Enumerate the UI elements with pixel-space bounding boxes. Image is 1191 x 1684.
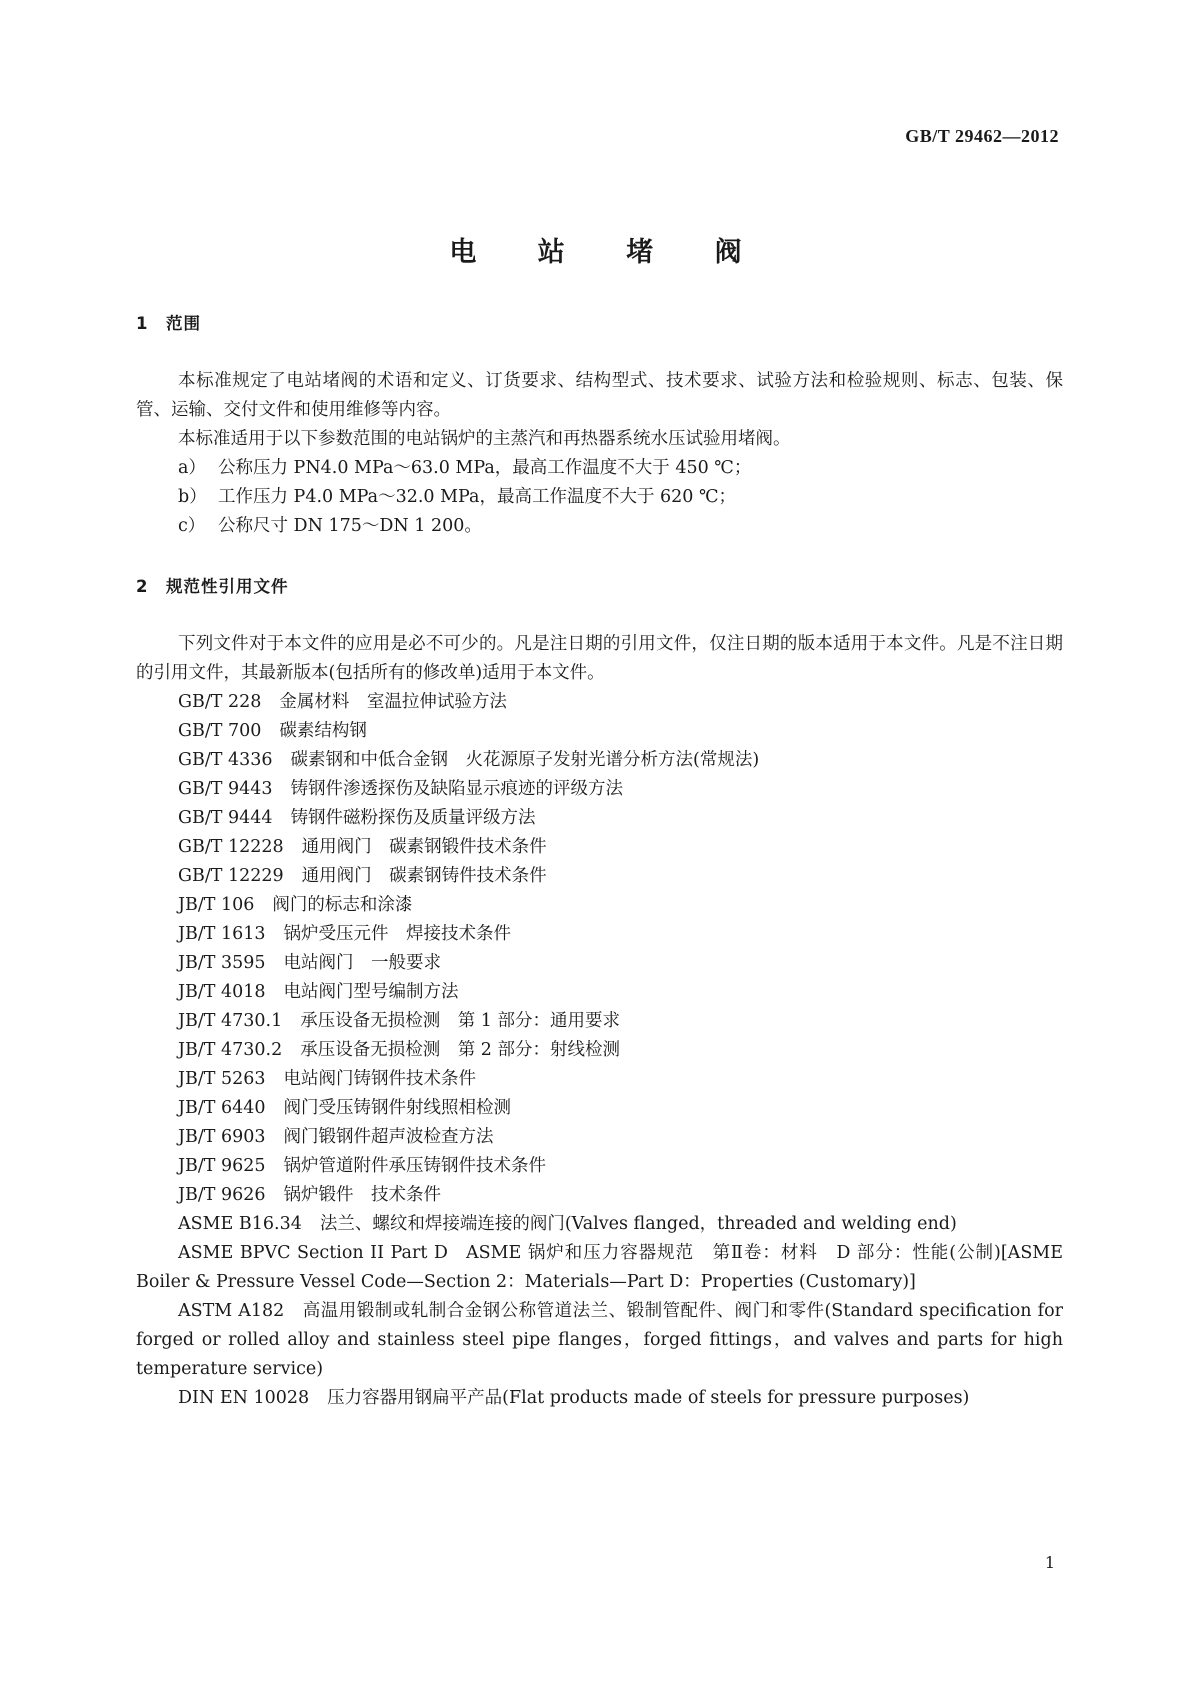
reference-item [136,1297,1063,1384]
reference-code: JB/T 6903 [178,1127,266,1147]
reference-code: GB/T 12228 [178,837,284,857]
reference-item [136,1036,1063,1065]
section-number: 1 [136,314,149,333]
reference-item [136,1123,1063,1152]
reference-item [136,862,1063,891]
reference-code: GB/T 9443 [178,779,273,799]
reference-code: JB/T 1613 [178,924,266,944]
reference-item [136,949,1063,978]
reference-title: 电站阀门铸钢件技术条件 [283,1069,477,1089]
reference-title: 铸钢件磁粉探伤及质量评级方法 [290,808,536,828]
reference-title: 锅炉管道附件承压铸钢件技术条件 [283,1156,547,1176]
reference-code: ASME B16.34 [178,1214,302,1234]
reference-code: GB/T 4336 [178,750,273,770]
reference-title: 铸钢件渗透探伤及缺陷显示痕迹的评级方法 [290,779,624,799]
list-text: 公称尺寸 DN 175～DN 1 200。 [218,516,482,536]
page-number: 1 [1044,1553,1055,1572]
reference-code: JB/T 3595 [178,953,266,973]
reference-list [136,688,1063,1239]
reference-code: GB/T 700 [178,721,262,741]
standard-code: GB/T 29462—2012 [905,126,1059,146]
section-2-body [136,630,1063,1413]
reference-item [136,1239,1063,1297]
reference-code: DIN EN 10028 [178,1388,310,1408]
reference-code: JB/T 5263 [178,1069,266,1089]
reference-title: 碳素结构钢 [279,721,367,741]
paragraph: 本标准规定了电站堵阀的术语和定义、订货要求、结构型式、技术要求、试验方法和检验规则、标志、包装、保管、运输、交付文件和使用维修等内容。 [136,371,1063,420]
reference-item [136,1065,1063,1094]
section-title: 范围 [166,314,201,333]
reference-code: JB/T 4730.2 [178,1040,283,1060]
reference-title: 通用阀门 碳素钢锻件技术条件 [301,837,547,857]
reference-title: 承压设备无损检测 第 2 部分：射线检测 [300,1040,621,1060]
list-label: b） [178,487,207,507]
reference-item [136,1152,1063,1181]
list-item [136,483,1063,512]
reference-title: ASME 锅炉和压力容器规范 第Ⅱ卷：材料 D 部分：性能(公制)[ASME Boiler & Pressure Vessel Code—Section 2：Materials—Part D：Properties (Customary)] [136,1243,1064,1292]
reference-item [136,978,1063,1007]
reference-item [136,891,1063,920]
reference-title: 压力容器用钢扁平产品(Flat products made of steels for pressure purposes) [327,1388,970,1408]
reference-item [136,1210,1063,1239]
reference-title: 承压设备无损检测 第 1 部分：通用要求 [300,1011,621,1031]
section-2 [136,572,1063,601]
reference-title: 锅炉锻件 技术条件 [283,1185,442,1205]
reference-code: ASTM A182 [178,1301,285,1321]
list-item [136,512,1063,541]
reference-code: JB/T 106 [178,895,255,915]
reference-title: 阀门受压铸钢件射线照相检测 [283,1098,512,1118]
reference-code: JB/T 4730.1 [178,1011,283,1031]
reference-title: 电站阀门 一般要求 [283,953,442,973]
reference-title: 碳素钢和中低合金钢 火花源原子发射光谱分析方法(常规法) [290,750,760,770]
reference-item [136,1181,1063,1210]
reference-item [136,746,1063,775]
reference-title: 阀门的标志和涂漆 [272,895,413,915]
reference-item [136,1007,1063,1036]
list-text: 公称压力 PN4.0 MPa～63.0 MPa，最高工作温度不大于 450 ℃； [218,458,752,478]
section-1 [136,309,1063,338]
reference-title: 通用阀门 碳素钢铸件技术条件 [301,866,547,886]
reference-code: JB/T 6440 [178,1098,266,1118]
section-1-body [136,367,1063,541]
section-title: 规范性引用文件 [166,577,289,596]
paragraph: 下列文件对于本文件的应用是必不可少的。凡是注日期的引用文件，仅注日期的版本适用于本文件。凡是不注日期的引用文件，其最新版本(包括所有的修改单)适用于本文件。 [136,634,1063,683]
reference-title: 金属材料 室温拉伸试验方法 [279,692,507,712]
reference-title: 法兰、螺纹和焊接端连接的阀门(Valves flanged，threaded and welding end) [319,1214,957,1234]
reference-title: 高温用锻制或轧制合金钢公称管道法兰、锻制管配件、阀门和零件(Standard specification for forged or rolled alloy and stainless steel pipe flanges，forged fittings，and valves and parts for high temperature service) [136,1301,1063,1379]
reference-title: 阀门锻钢件超声波检查方法 [283,1127,494,1147]
list-item [136,454,1063,483]
section-heading [136,309,1063,338]
reference-item [136,1094,1063,1123]
section-number: 2 [136,577,149,596]
reference-item [136,1384,1063,1413]
reference-item [136,688,1063,717]
reference-item [136,717,1063,746]
reference-code: GB/T 12229 [178,866,284,886]
reference-code: GB/T 228 [178,692,262,712]
reference-item [136,775,1063,804]
reference-code: JB/T 9626 [178,1185,266,1205]
reference-item [136,920,1063,949]
list-label: a） [178,458,206,478]
list-label: c） [178,516,206,536]
reference-item [136,804,1063,833]
section-heading [136,572,1063,601]
document-title: 电 站 堵 阀 [449,237,768,268]
reference-code: JB/T 9625 [178,1156,266,1176]
reference-item [136,833,1063,862]
paragraph: 本标准适用于以下参数范围的电站锅炉的主蒸汽和再热器系统水压试验用堵阀。 [178,429,791,449]
reference-title: 电站阀门型号编制方法 [283,982,459,1002]
list-text: 工作压力 P4.0 MPa～32.0 MPa，最高工作温度不大于 620 ℃； [218,487,737,507]
reference-title: 锅炉受压元件 焊接技术条件 [283,924,512,944]
reference-code: JB/T 4018 [178,982,266,1002]
reference-code: ASME BPVC Section II Part D [178,1243,448,1263]
reference-code: GB/T 9444 [178,808,273,828]
